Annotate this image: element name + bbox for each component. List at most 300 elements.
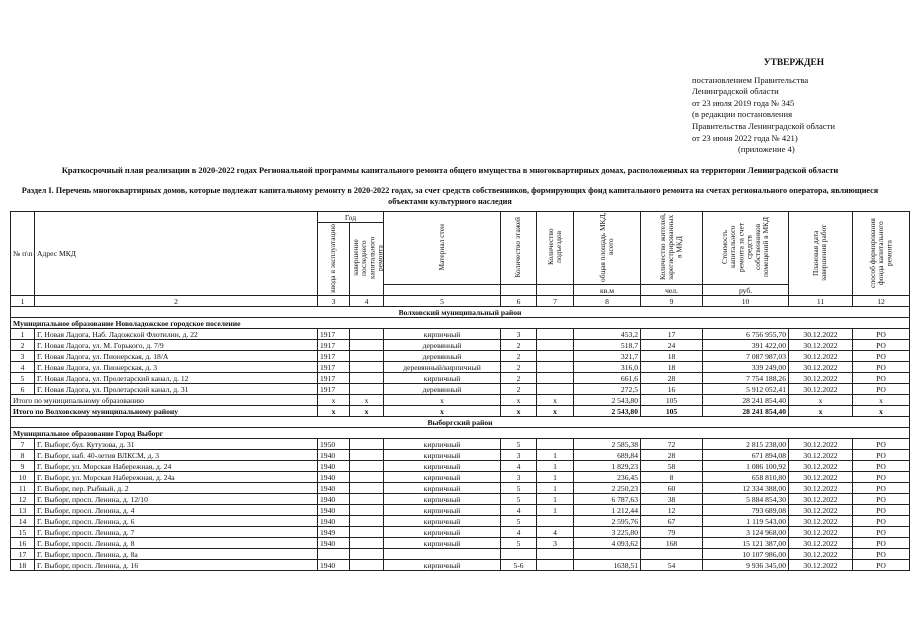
table-cell: 18 xyxy=(641,351,703,362)
total-label: Итого по муниципальному образованию xyxy=(11,395,318,406)
table-cell: 30.12.2022 xyxy=(789,329,853,340)
table-cell xyxy=(350,527,384,538)
table-cell xyxy=(537,560,574,571)
table-cell: 1917 xyxy=(318,373,350,384)
table-cell: 30.12.2022 xyxy=(789,362,853,373)
total-cell: 2 543,80 xyxy=(574,395,641,406)
table-cell xyxy=(537,373,574,384)
table-cell: 4 xyxy=(501,505,537,516)
table-cell: Г. Выборг, просп. Ленина, д. 8 xyxy=(35,538,318,549)
table-cell: 30.12.2022 xyxy=(789,560,853,571)
column-number: 8 xyxy=(574,296,641,307)
table-cell: 30.12.2022 xyxy=(789,527,853,538)
table-cell: 168 xyxy=(641,538,703,549)
table-row xyxy=(11,516,910,527)
table-cell: 1950 xyxy=(318,439,350,450)
table-row xyxy=(11,472,910,483)
header-cost-cell xyxy=(703,212,789,285)
table-row xyxy=(11,549,910,560)
header-floors-cell xyxy=(501,212,537,285)
table-cell: 30.12.2022 xyxy=(789,505,853,516)
table-cell: Г. Выборг, ул. Морская Набережная, д. 24а xyxy=(35,472,318,483)
municipality-header-novoladozhskoe xyxy=(11,318,910,329)
table-cell: 4 xyxy=(537,527,574,538)
table-cell: 1917 xyxy=(318,329,350,340)
table-cell: 2 xyxy=(501,340,537,351)
table-cell: Г. Новая Ладога, ул. Пролетарский канал, д. 12 xyxy=(35,373,318,384)
table-cell: 316,0 xyxy=(574,362,641,373)
header-unit-blank xyxy=(501,285,537,296)
table-row xyxy=(11,329,910,340)
region-header-volkhov-label: Волховский муниципальный район xyxy=(11,307,910,318)
table-cell: 1949 xyxy=(318,527,350,538)
table-cell: 1917 xyxy=(318,384,350,395)
table-cell: 1940 xyxy=(318,516,350,527)
table-cell: кирпичный xyxy=(384,516,501,527)
table-cell xyxy=(537,351,574,362)
table-cell xyxy=(350,340,384,351)
table-cell xyxy=(537,549,574,560)
table-cell: РО xyxy=(853,527,910,538)
approval-title: УТВЕРЖДЕН xyxy=(763,58,824,68)
approval-line: от 23 июля 2019 года № 345 xyxy=(692,97,795,108)
column-number: 10 xyxy=(703,296,789,307)
column-numbers-row xyxy=(11,296,910,307)
table-cell: 30.12.2022 xyxy=(789,373,853,384)
total-cell: x xyxy=(350,406,384,417)
table-cell: РО xyxy=(853,340,910,351)
table-cell: 1 xyxy=(537,461,574,472)
table-cell: 5 xyxy=(501,483,537,494)
table-cell: 30.12.2022 xyxy=(789,439,853,450)
table-cell: 60 xyxy=(641,483,703,494)
table-cell: РО xyxy=(853,351,910,362)
region-header-volkhov xyxy=(11,307,910,318)
table-cell: 30.12.2022 xyxy=(789,384,853,395)
table-cell: Г. Выборг, просп. Ленина, д. 6 xyxy=(35,516,318,527)
header-residents: Количество жителей, зарегистрированных в МКД xyxy=(658,213,684,281)
table-cell xyxy=(350,560,384,571)
table-cell: 4 093,62 xyxy=(574,538,641,549)
header-plan-date: Плановая дата завершения работ xyxy=(811,224,829,281)
total-cell: 105 xyxy=(641,406,703,417)
table-cell: 17 xyxy=(11,549,35,560)
table-cell: 321,7 xyxy=(574,351,641,362)
total-cell: x xyxy=(318,395,350,406)
table-cell xyxy=(350,461,384,472)
table-cell: 6 787,63 xyxy=(574,494,641,505)
table-cell: 1638,51 xyxy=(574,560,641,571)
table-cell: 1940 xyxy=(318,483,350,494)
table-row xyxy=(11,461,910,472)
table-cell: 14 xyxy=(11,516,35,527)
table-cell: кирпичный xyxy=(384,538,501,549)
table-cell: 16 xyxy=(11,538,35,549)
table-cell: деревянный/кирпичный xyxy=(384,362,501,373)
table-cell: РО xyxy=(853,362,910,373)
table-cell xyxy=(350,373,384,384)
column-number: 12 xyxy=(853,296,910,307)
table-cell: 1 086 100,92 xyxy=(703,461,789,472)
table-cell: Г. Новая Ладога, ул. Пионерская, д. 3 xyxy=(35,362,318,373)
municipality-header-vyborg xyxy=(11,428,910,439)
header-year-repair: завершение последнего капитального ремонта xyxy=(351,236,385,280)
table-cell xyxy=(350,472,384,483)
table-cell: 10 xyxy=(11,472,35,483)
table-row xyxy=(11,538,910,549)
total-cell: x xyxy=(384,395,501,406)
total-cell: 105 xyxy=(641,395,703,406)
column-number: 3 xyxy=(318,296,350,307)
table-cell: 658 810,80 xyxy=(703,472,789,483)
total-cell: x xyxy=(537,395,574,406)
total-cell: x xyxy=(350,395,384,406)
table-cell: кирпичный xyxy=(384,373,501,384)
table-cell: 2 595,76 xyxy=(574,516,641,527)
table-row xyxy=(11,560,910,571)
table-cell: 1940 xyxy=(318,461,350,472)
total-cell: x xyxy=(501,395,537,406)
table-cell: 6 756 955,70 xyxy=(703,329,789,340)
table-cell: 1 xyxy=(537,494,574,505)
table-cell: 1 xyxy=(537,472,574,483)
table-cell: РО xyxy=(853,461,910,472)
header-unit-area: кв.м xyxy=(574,285,641,296)
table-row xyxy=(11,527,910,538)
total-cell: x xyxy=(789,395,853,406)
section-title: Раздел I. Перечень многоквартирных домов, которые подлежат капитальному ремонту в 2020-2022 годах, за счет средств собственников, формирующих фонд капитального ремонта на счетах регионального оператора, являющиеся объектами культурного наследия xyxy=(21,186,879,206)
municipality-header-vyborg-label: Муниципальное образование Город Выборг xyxy=(11,428,910,439)
total-cell: x xyxy=(789,406,853,417)
table-cell xyxy=(384,549,501,560)
table-cell: 12 xyxy=(11,494,35,505)
table-cell: 339 249,00 xyxy=(703,362,789,373)
table-cell: 5 xyxy=(501,439,537,450)
table-cell: Г. Новая Ладога, Наб. Ладожской Флотилии, д. 22 xyxy=(35,329,318,340)
table-cell: 5-6 xyxy=(501,560,537,571)
table-cell: 30.12.2022 xyxy=(789,483,853,494)
table-cell: деревянный xyxy=(384,384,501,395)
table-cell: 18 xyxy=(641,362,703,373)
table-cell: 30.12.2022 xyxy=(789,538,853,549)
table-row xyxy=(11,373,910,384)
table-cell: 1917 xyxy=(318,340,350,351)
total-cell: x xyxy=(318,406,350,417)
table-cell: 7 754 188,26 xyxy=(703,373,789,384)
table-cell: Г. Выборг, просп. Ленина, д. 7 xyxy=(35,527,318,538)
header-year-commission: ввода в эксплуатацию xyxy=(328,223,338,293)
table-cell: 391 422,00 xyxy=(703,340,789,351)
table-cell xyxy=(350,538,384,549)
table-cell: 3 xyxy=(501,329,537,340)
column-number: 2 xyxy=(35,296,318,307)
approval-line: постановлением Правительства xyxy=(692,74,809,85)
table-cell xyxy=(537,340,574,351)
table-row xyxy=(11,384,910,395)
table-cell: 2 xyxy=(11,340,35,351)
table-cell: 11 xyxy=(11,483,35,494)
table-cell: Г. Выборг, просп. Ленина, д. 16 xyxy=(35,560,318,571)
table-cell: 38 xyxy=(641,494,703,505)
table-cell: РО xyxy=(853,483,910,494)
table-cell: 24 xyxy=(641,340,703,351)
column-number: 6 xyxy=(501,296,537,307)
table-cell: 58 xyxy=(641,461,703,472)
table-cell: кирпичный xyxy=(384,494,501,505)
approval-line: Ленинградской области xyxy=(692,86,779,97)
table-cell: 2 xyxy=(501,362,537,373)
table-cell: 793 689,08 xyxy=(703,505,789,516)
table-cell: 3 xyxy=(537,538,574,549)
table-cell: 30.12.2022 xyxy=(789,340,853,351)
table-cell: 3 xyxy=(501,472,537,483)
total-cell: x xyxy=(853,406,910,417)
header-fund-method: способ формирования фонда капитального ремонта xyxy=(867,217,894,288)
table-cell xyxy=(318,549,350,560)
table-cell: 518,7 xyxy=(574,340,641,351)
table-cell: 1 119 543,00 xyxy=(703,516,789,527)
table-cell: Г. Выборг, пер. Рыбный, д. 2 xyxy=(35,483,318,494)
table-cell: Г. Выборг, просп. Ленина, д. 12/10 xyxy=(35,494,318,505)
header-plan-date-cell xyxy=(789,212,853,296)
document-title: Краткосрочный план реализации в 2020-2022 годах Региональной программы капитального ремонта общего имущества в многоквартирных домах, расположенных на территории Ленинградской области xyxy=(61,166,839,175)
table-cell: РО xyxy=(853,384,910,395)
table-cell: 72 xyxy=(641,439,703,450)
total-cell: x xyxy=(501,406,537,417)
table-cell: 1 829,23 xyxy=(574,461,641,472)
table-cell: 1 xyxy=(537,505,574,516)
header-year-repair-cell xyxy=(350,223,384,296)
table-cell: 236,45 xyxy=(574,472,641,483)
table-cell: 1917 xyxy=(318,362,350,373)
header-cost: Стоимость капитального ремонта за счет средств собственников помещений в МКД xyxy=(719,216,770,278)
header-fund-method-cell xyxy=(853,212,910,296)
table-cell: РО xyxy=(853,549,910,560)
table-cell: 5 xyxy=(501,538,537,549)
table-cell: РО xyxy=(853,560,910,571)
table-cell: 3 225,80 xyxy=(574,527,641,538)
table-cell: 1 xyxy=(537,483,574,494)
table-cell: РО xyxy=(853,439,910,450)
table-cell: 30.12.2022 xyxy=(789,472,853,483)
total-label: Итого по Волховскому муниципальному району xyxy=(11,406,318,417)
header-address: Адрес МКД xyxy=(35,212,318,296)
header-unit-people: чел. xyxy=(641,285,703,296)
table-cell: 15 xyxy=(11,527,35,538)
table-cell: 30.12.2022 xyxy=(789,461,853,472)
table-cell xyxy=(537,439,574,450)
table-cell: 4 xyxy=(501,461,537,472)
table-cell xyxy=(537,384,574,395)
table-cell xyxy=(350,329,384,340)
table-cell: РО xyxy=(853,472,910,483)
table-cell: кирпичный xyxy=(384,439,501,450)
table-cell: РО xyxy=(853,450,910,461)
table-row xyxy=(11,505,910,516)
header-wall: Материал стен xyxy=(436,223,446,271)
table-cell xyxy=(350,384,384,395)
table-cell: Г. Новая Ладога, ул. Пионерская, д. 18/А xyxy=(35,351,318,362)
table-cell: РО xyxy=(853,373,910,384)
table-cell: Г. Выборг, просп. Ленина, д. 8а xyxy=(35,549,318,560)
table-cell: Г. Новая Ладога, ул. М. Горького, д. 7/9 xyxy=(35,340,318,351)
table-cell xyxy=(350,483,384,494)
approval-annex: (приложение 4) xyxy=(738,144,795,155)
table-cell: 1940 xyxy=(318,450,350,461)
table-cell: Г. Выборг, просп. Ленина, д. 4 xyxy=(35,505,318,516)
column-number: 5 xyxy=(384,296,501,307)
total-cell: x xyxy=(537,406,574,417)
table-cell: кирпичный xyxy=(384,450,501,461)
table-cell: 1940 xyxy=(318,560,350,571)
table-cell: РО xyxy=(853,505,910,516)
header-entrances: Количество подъездов xyxy=(545,228,564,266)
header-entrances-cell xyxy=(537,212,574,285)
header-unit-blank xyxy=(384,285,501,296)
table-cell: 8 xyxy=(11,450,35,461)
table-row xyxy=(11,483,910,494)
table-cell: РО xyxy=(853,538,910,549)
table-cell: 661,6 xyxy=(574,373,641,384)
total-cell: x xyxy=(853,395,910,406)
table-cell: 12 334 388,00 xyxy=(703,483,789,494)
total-municipality-row xyxy=(11,395,910,406)
table-cell: кирпичный xyxy=(384,527,501,538)
table-cell: 2 xyxy=(501,384,537,395)
total-cell: x xyxy=(384,406,501,417)
table-cell: 1 xyxy=(11,329,35,340)
table-cell: Г. Выборг, ул. Морская Набережная, д. 24 xyxy=(35,461,318,472)
table-cell: Г. Выборг, наб. 40-летия ВЛКСМ, д. 3 xyxy=(35,450,318,461)
table-cell xyxy=(641,549,703,560)
header-area: общая площадь МКД, всего xyxy=(597,212,616,282)
table-cell: 15 121 387,00 xyxy=(703,538,789,549)
table-cell: деревянный xyxy=(384,340,501,351)
table-cell: РО xyxy=(853,516,910,527)
header-year-commission-cell xyxy=(318,223,350,296)
header-area-cell xyxy=(574,212,641,285)
table-cell: 2 585,38 xyxy=(574,439,641,450)
table-cell: 8 xyxy=(641,472,703,483)
table-cell xyxy=(350,351,384,362)
table-cell: РО xyxy=(853,494,910,505)
table-cell: 671 894,08 xyxy=(703,450,789,461)
table-cell: 9 936 345,00 xyxy=(703,560,789,571)
header-unit-blank xyxy=(537,285,574,296)
table-cell: 30.12.2022 xyxy=(789,549,853,560)
header-wall-cell xyxy=(384,212,501,285)
table-cell: 30.12.2022 xyxy=(789,494,853,505)
column-number: 7 xyxy=(537,296,574,307)
total-cell: 28 241 854,40 xyxy=(703,406,789,417)
header-unit-cost: руб. xyxy=(703,285,789,296)
table-cell: 2 815 238,00 xyxy=(703,439,789,450)
table-cell xyxy=(350,450,384,461)
table-cell: 28 xyxy=(641,450,703,461)
table-cell: кирпичный xyxy=(384,505,501,516)
table-cell: Г. Выборг, бул. Кутузова, д. 31 xyxy=(35,439,318,450)
table-cell xyxy=(350,516,384,527)
table-cell: 54 xyxy=(641,560,703,571)
table-cell xyxy=(537,329,574,340)
table-cell: 3 xyxy=(501,450,537,461)
header-floors: Количество этажей xyxy=(513,216,523,278)
column-number: 4 xyxy=(350,296,384,307)
houses-table xyxy=(10,211,910,571)
table-cell xyxy=(574,549,641,560)
table-cell: 5 912 052,41 xyxy=(703,384,789,395)
table-cell: 5 xyxy=(501,516,537,527)
column-number: 9 xyxy=(641,296,703,307)
table-row xyxy=(11,439,910,450)
table-cell: 2 xyxy=(501,373,537,384)
table-cell xyxy=(350,505,384,516)
table-cell: 30.12.2022 xyxy=(789,351,853,362)
table-cell: 10 107 986,00 xyxy=(703,549,789,560)
table-cell: 13 xyxy=(11,505,35,516)
municipality-header-novoladozhskoe-label: Муниципальное образование Новоладожское городское поселение xyxy=(11,318,910,329)
header-residents-cell xyxy=(641,212,703,285)
column-number: 11 xyxy=(789,296,853,307)
table-cell: 9 xyxy=(11,461,35,472)
table-cell: 28 xyxy=(641,373,703,384)
table-cell: 17 xyxy=(641,329,703,340)
table-cell: кирпичный xyxy=(384,483,501,494)
table-cell: 7 087 987,03 xyxy=(703,351,789,362)
table-cell: Г. Новая Ладога, ул. Пролетарский канал, д. 31 xyxy=(35,384,318,395)
table-cell: кирпичный xyxy=(384,329,501,340)
column-number: 1 xyxy=(11,296,35,307)
table-cell: 5 884 854,30 xyxy=(703,494,789,505)
table-cell: 79 xyxy=(641,527,703,538)
table-cell: 1940 xyxy=(318,472,350,483)
table-cell: 3 xyxy=(11,351,35,362)
table-cell: кирпичный xyxy=(384,560,501,571)
table-cell: 272,5 xyxy=(574,384,641,395)
table-cell: 4 xyxy=(11,362,35,373)
table-cell: 5 xyxy=(501,494,537,505)
approval-line: Правительства Ленинградской области xyxy=(692,120,835,131)
header-num: № п\п xyxy=(11,212,35,296)
table-cell: 1917 xyxy=(318,351,350,362)
table-cell: 5 xyxy=(11,373,35,384)
table-cell: 67 xyxy=(641,516,703,527)
table-cell xyxy=(350,549,384,560)
table-cell: 18 xyxy=(11,560,35,571)
table-cell: 3 124 968,00 xyxy=(703,527,789,538)
table-row xyxy=(11,450,910,461)
table-cell: кирпичный xyxy=(384,472,501,483)
table-cell: 689,84 xyxy=(574,450,641,461)
table-cell: 2 250,23 xyxy=(574,483,641,494)
table-cell: 30.12.2022 xyxy=(789,516,853,527)
region-header-vyborg-label: Выборгский район xyxy=(11,417,910,428)
table-cell: кирпичный xyxy=(384,461,501,472)
table-cell: 2 xyxy=(501,351,537,362)
table-cell xyxy=(501,549,537,560)
table-cell xyxy=(350,494,384,505)
table-row xyxy=(11,340,910,351)
table-cell: 1 xyxy=(537,450,574,461)
table-cell: 1940 xyxy=(318,494,350,505)
table-row xyxy=(11,362,910,373)
table-cell xyxy=(537,516,574,527)
table-row xyxy=(11,494,910,505)
region-header-vyborg xyxy=(11,417,910,428)
table-cell: 453,2 xyxy=(574,329,641,340)
total-cell: 28 241 854,40 xyxy=(703,395,789,406)
table-row xyxy=(11,351,910,362)
